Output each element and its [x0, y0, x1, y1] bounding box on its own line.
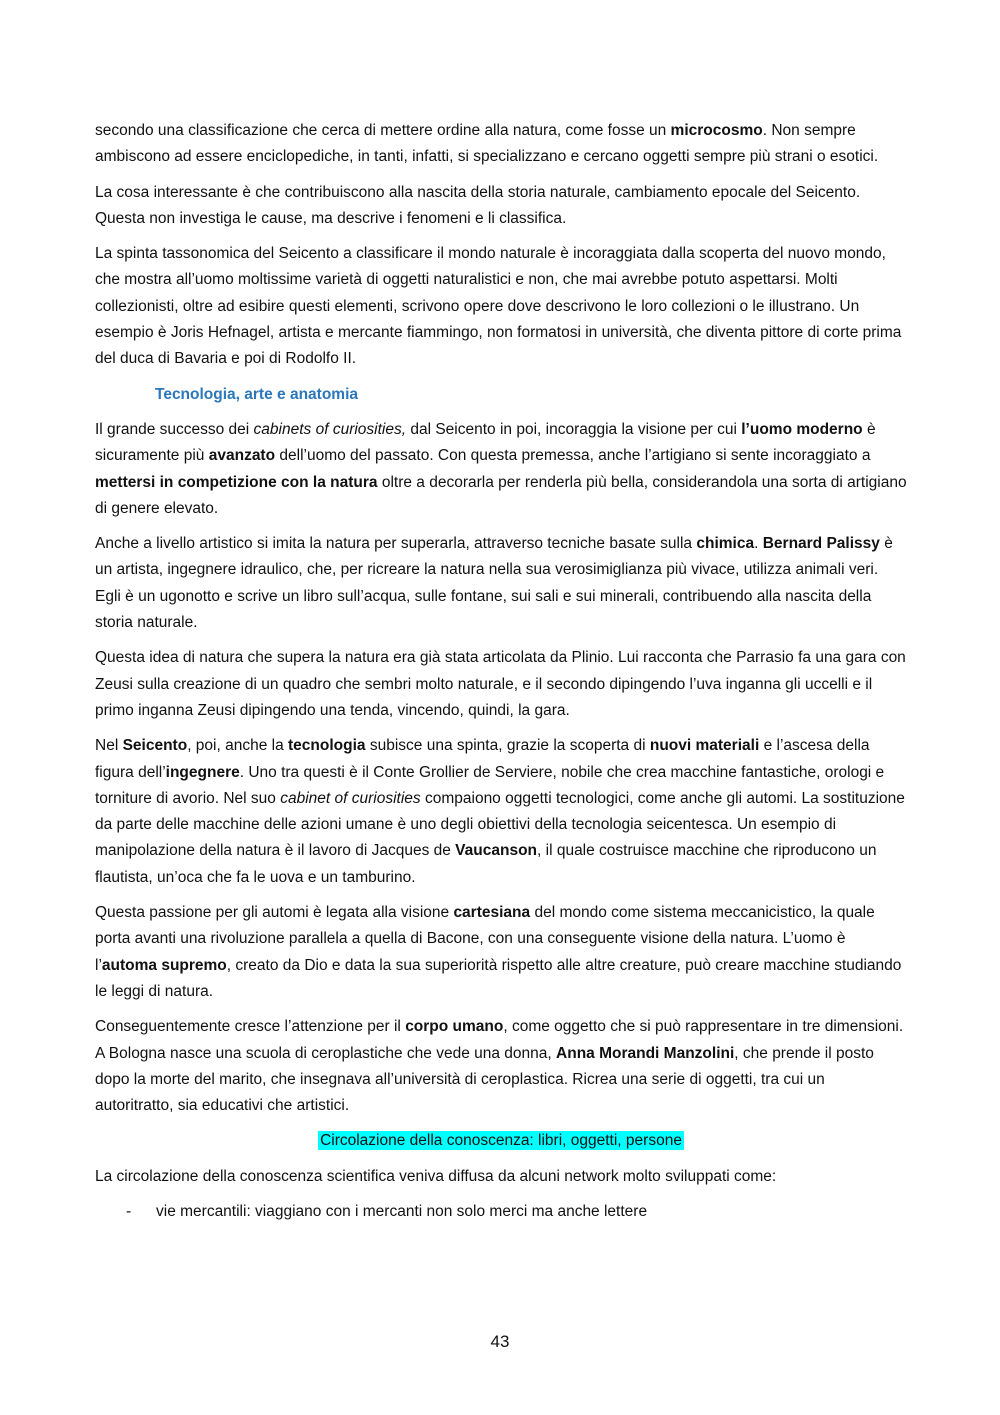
bold-term: automa supremo [101, 956, 227, 974]
paragraph-seicento-tecnologia [95, 733, 907, 891]
bold-term: Vaucanson [455, 842, 538, 860]
text-run: del mondo come sistema meccanicistico, la quale porta avanti una rivoluzione parallela a quella di Bacone, con una conseguente visione della natura. L’uomo è l’ [95, 904, 875, 974]
bold-term: cartesiana [453, 904, 531, 922]
text-run: è sicuramente più [95, 420, 876, 465]
paragraph-network: La circolazione della conoscenza scientifica veniva diffusa da alcuni network molto sviluppati come: [95, 1167, 777, 1185]
text-run: Il grande successo dei [95, 420, 254, 438]
section-heading-tecnologia: Tecnologia, arte e anatomia [155, 385, 358, 403]
paragraph-storia-naturale: La cosa interessante è che contribuiscono alla nascita della storia naturale, cambiamento epocale del Seicento. Questa non investiga le cause, ma descrive i fenomeni e li classifica. [95, 183, 861, 227]
bold-term: microcosmo [670, 122, 763, 139]
bold-term: ingegnere [165, 763, 240, 781]
bold-term: Bernard Palissy [762, 535, 880, 553]
text-run: e l’ascesa della figura dell’ [95, 737, 870, 781]
text-run: . [754, 535, 763, 553]
text-run: è un artista, ingegnere idraulico, che, per ricreare la natura nella sua verosimiglianza più vivace, utilizza animali veri. Egli è un ugonotto e scrive un libro sull’acqua, sulle fontane, sui sali e sui minerali, contribuendo alla nascita della storia naturale. [95, 535, 893, 632]
text-run: . Non sempre ambiscono ad essere enciclopediche, in tanti, infatti, si specializzano e cercano oggetti sempre più strani o esotici. [95, 122, 879, 166]
text-run: , creato da Dio e data la sua superiorità rispetto alle altre creature, può creare macchine studiando le leggi di natura. [95, 956, 902, 1000]
bold-term: Seicento [122, 737, 188, 755]
text-run: dal Seicento in poi, incoraggia la visione per cui [406, 420, 742, 438]
bold-term: avanzato [208, 447, 276, 465]
text-run: subisce una spinta, grazie la scoperta di [365, 737, 650, 755]
text-run: , che prende il posto dopo la morte del marito, che insegnava all’università di ceroplastica. Ricrea una serie di oggetti, tra cui un autoritratto, sia educativi che artistici. [95, 1044, 874, 1115]
list-item-text: vie mercantili: viaggiano con i mercanti non solo merci ma anche lettere [156, 1202, 648, 1220]
bold-term: nuovi materiali [649, 737, 760, 755]
text-run: dell’uomo del passato. Con questa premessa, anche l’artigiano si sente incoraggiato a [275, 447, 871, 465]
bold-term: corpo umano [405, 1018, 504, 1036]
bold-term: Anna Morandi Manzolini [556, 1044, 735, 1062]
bold-term: mettersi in competizione con la natura [95, 473, 378, 491]
list-item [95, 1199, 907, 1225]
paragraph-microcosmo [95, 118, 907, 171]
text-run: , il quale costruisce macchine che riproducono un flautista, un’oca che fa le uova e un tamburino. [95, 842, 877, 886]
page-number: 43 [490, 1332, 510, 1351]
paragraph-plinio: Questa idea di natura che supera la natura era già stata articolata da Plinio. Lui racconta che Parrasio fa una gara con Zeusi sulla creazione di un quadro che sembri molto naturale, e il secondo dipingendo l’uva inganna gli uccelli e il primo inganna Zeusi dipingendo una tenda, vincendo, quindi, la gara. [95, 649, 906, 719]
paragraph-cabinets [95, 417, 907, 522]
text-run: oltre a decorarla per renderla più bella, considerandola una sorta di artigiano di genere elevato. [95, 473, 907, 517]
italic-term: cabinet of curiosities [280, 789, 421, 807]
bold-term: chimica [696, 535, 755, 553]
text-run: , poi, anche la [187, 737, 289, 755]
text-run: Questa passione per gli automi è legata alla visione [95, 904, 454, 922]
bold-term: l’uomo moderno [741, 420, 863, 438]
highlighted-heading-text: Circolazione della conoscenza: libri, oggetti, persone [320, 1132, 682, 1150]
text-run: secondo una classificazione che cerca di mettere ordine alla natura, come fosse un [95, 122, 671, 139]
paragraph-automi [95, 900, 907, 1005]
text-run: , come oggetto che si può rappresentare in tre dimensioni. A Bologna nasce una scuola di ceroplastiche che vede una donna, [95, 1018, 904, 1062]
text-run: . Uno tra questi è il Conte Grollier de Serviere, nobile che crea macchine fantastiche, orologi e torniture di avorio. Nel suo [95, 763, 885, 807]
paragraph-palissy [95, 531, 907, 636]
italic-term: cabinets of curiosities, [253, 420, 407, 438]
bold-term: tecnologia [288, 737, 366, 755]
document-page [95, 118, 907, 1225]
paragraph-spinta-tassonomica: La spinta tassonomica del Seicento a classificare il mondo naturale è incoraggiata dalla scoperta del nuovo mondo, che mostra all’uomo moltissime varietà di oggetti naturalistici e non, che mai avrebbe potuto aspettarsi. Molti collezionisti, oltre ad esibire questi elementi, scrivono opere dove descrivono le loro collezioni o le illustrano. Un esempio è Joris Hefnagel, artista e mercante fiammingo, non formatosi in università, che diventa pittore di corte prima del duca di Bavaria e poi di Rodolfo II. [95, 245, 902, 368]
text-run: Anche a livello artistico si imita la natura per superarla, attraverso tecniche basate sulla [95, 535, 697, 553]
text-run: Nel [95, 737, 123, 755]
paragraph-corpo-umano [95, 1014, 907, 1119]
text-run: compaiono oggetti tecnologici, come anche gli automi. La sostituzione da parte delle macchine delle azioni umane è uno degli obiettivi della tecnologia seicentesca. Un esempio di manipolazione della natura è il lavoro di Jacques de [95, 789, 905, 860]
text-run: Conseguentemente cresce l’attenzione per il [95, 1018, 406, 1036]
bullet-marker: - [126, 1202, 132, 1220]
section-heading-circolazione [95, 1128, 907, 1154]
